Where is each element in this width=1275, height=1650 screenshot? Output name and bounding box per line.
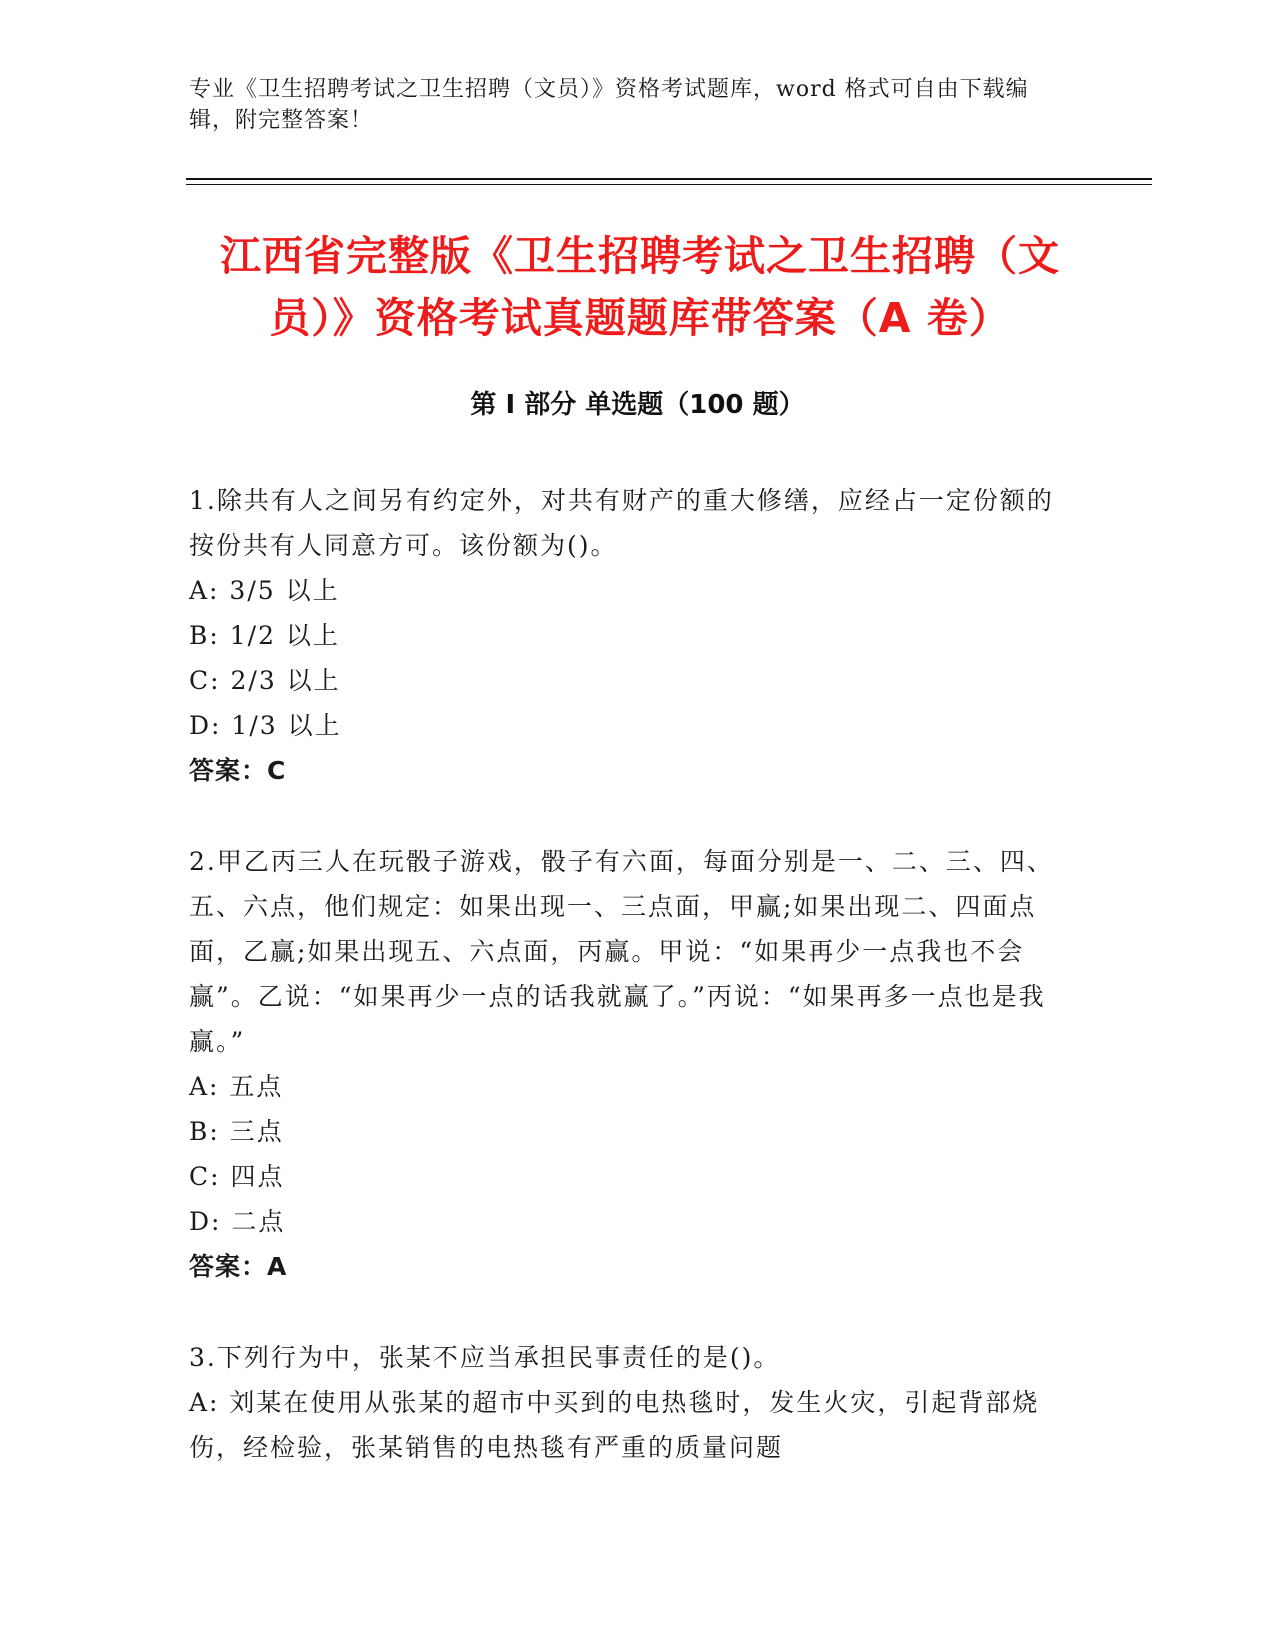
section-title: 第 I 部分 单选题（100 题） <box>470 390 805 420</box>
header-note: 专业《卫生招聘考试之卫生招聘（文员）》资格考试题库，word 格式可自由下载编辑，附完整答案！ <box>189 77 1029 133</box>
header-rule-thick <box>186 178 1152 180</box>
option-c: C: 2/3 以上 <box>189 666 341 695</box>
question-stem: 2.甲乙丙三人在玩骰子游戏，骰子有六面，每面分别是一、二、三、四、五、六点，他们规定：如果出现一、三点面，甲赢;如果出现二、四面点面，乙赢;如果出现五、六点面，丙赢。甲说：“如果再少一点我也不会赢”。乙说：“如果再少一点的话我就赢了。”丙说：“如果再多一点也是我赢。” <box>189 847 1054 1056</box>
option-a: A: 五点 <box>189 1072 284 1101</box>
question-stem: 1.除共有人之间另有约定外，对共有财产的重大修缮，应经占一定份额的按份共有人同意方可。该份额为()。 <box>189 486 1054 560</box>
question-3 <box>189 1335 1069 1470</box>
option-b: B: 1/2 以上 <box>189 621 340 650</box>
question-2 <box>189 839 1069 1289</box>
option-d: D: 1/3 以上 <box>189 711 342 740</box>
document-title: 江西省完整版《卫生招聘考试之卫生招聘（文员）》资格考试真题题库带答案（A 卷） <box>220 232 1060 342</box>
question-stem: 3.下列行为中，张某不应当承担民事责任的是()。 <box>189 1343 781 1372</box>
answer: 答案：A <box>189 1252 288 1281</box>
option-c: C: 四点 <box>189 1162 285 1191</box>
option-b: B: 三点 <box>189 1117 284 1146</box>
answer: 答案：C <box>189 756 287 785</box>
option-d: D: 二点 <box>189 1207 286 1236</box>
question-list <box>189 478 1069 1516</box>
option-a: A: 3/5 以上 <box>189 576 340 605</box>
option-a: A: 刘某在使用从张某的超市中买到的电热毯时，发生火灾，引起背部烧伤，经检验，张某销售的电热毯有严重的质量问题 <box>189 1388 1040 1462</box>
question-1 <box>189 478 1069 793</box>
header-rule-thin <box>186 184 1152 185</box>
